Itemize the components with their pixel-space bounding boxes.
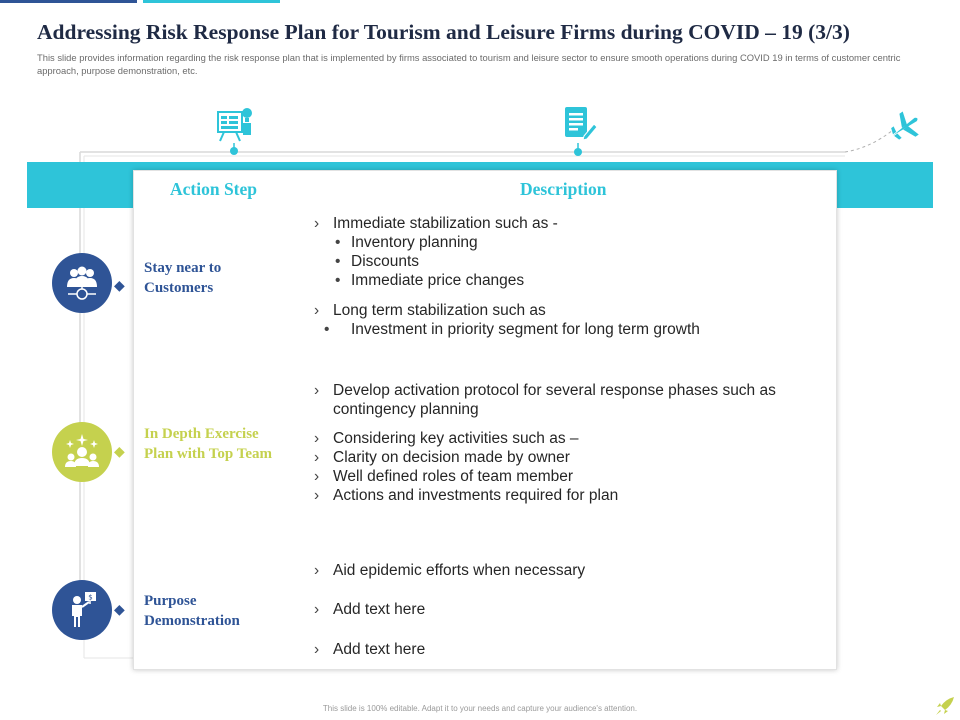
row3-step-line1: Purpose [144,593,197,609]
row1-action-step [144,258,221,298]
customers-network-icon [62,263,102,303]
row2-diamond-marker: ◆ [114,443,125,459]
row1-diamond-marker: ◆ [114,277,125,293]
page-title: Addressing Risk Response Plan for Tourism and Leisure Firms during COVID – 19 (3/3) [37,20,850,44]
column-header-description: Description [520,179,607,199]
document-pencil-icon [562,106,598,142]
presentation-board-idea-icon [216,106,254,144]
rocket-icon [934,695,956,717]
row3-diamond-marker: ◆ [114,601,125,617]
row3-step-line2: Demonstration [144,613,240,629]
person-sign-icon [62,590,102,630]
row2-action-step [144,424,272,464]
row2-step-line2: Plan with Top Team [144,446,272,462]
airplane-icon [888,111,922,143]
row3-icon-circle [52,580,112,640]
column-header-action-step: Action Step [170,179,258,199]
row2-step-line1: In Depth Exercise [144,426,259,442]
row3-action-step [144,591,240,631]
row1-step-line2: Customers [144,280,214,296]
footer-note: This slide is 100% editable. Adapt it to your needs and capture your audience's attention. [322,704,638,713]
team-sparkle-icon [62,432,102,472]
row1-step-line1: Stay near to [144,260,222,276]
row1-icon-circle [52,253,112,313]
row2-icon-circle [52,422,112,482]
svg-text:$: $ [88,593,93,602]
page-subtitle: This slide provides information regarding the risk response plan that is implemented by firms associated to tourism and leisure sector to ensure smooth operations during COVID 19 in terms of customer centric approach, purpose demonstration, etc. [37,52,901,76]
